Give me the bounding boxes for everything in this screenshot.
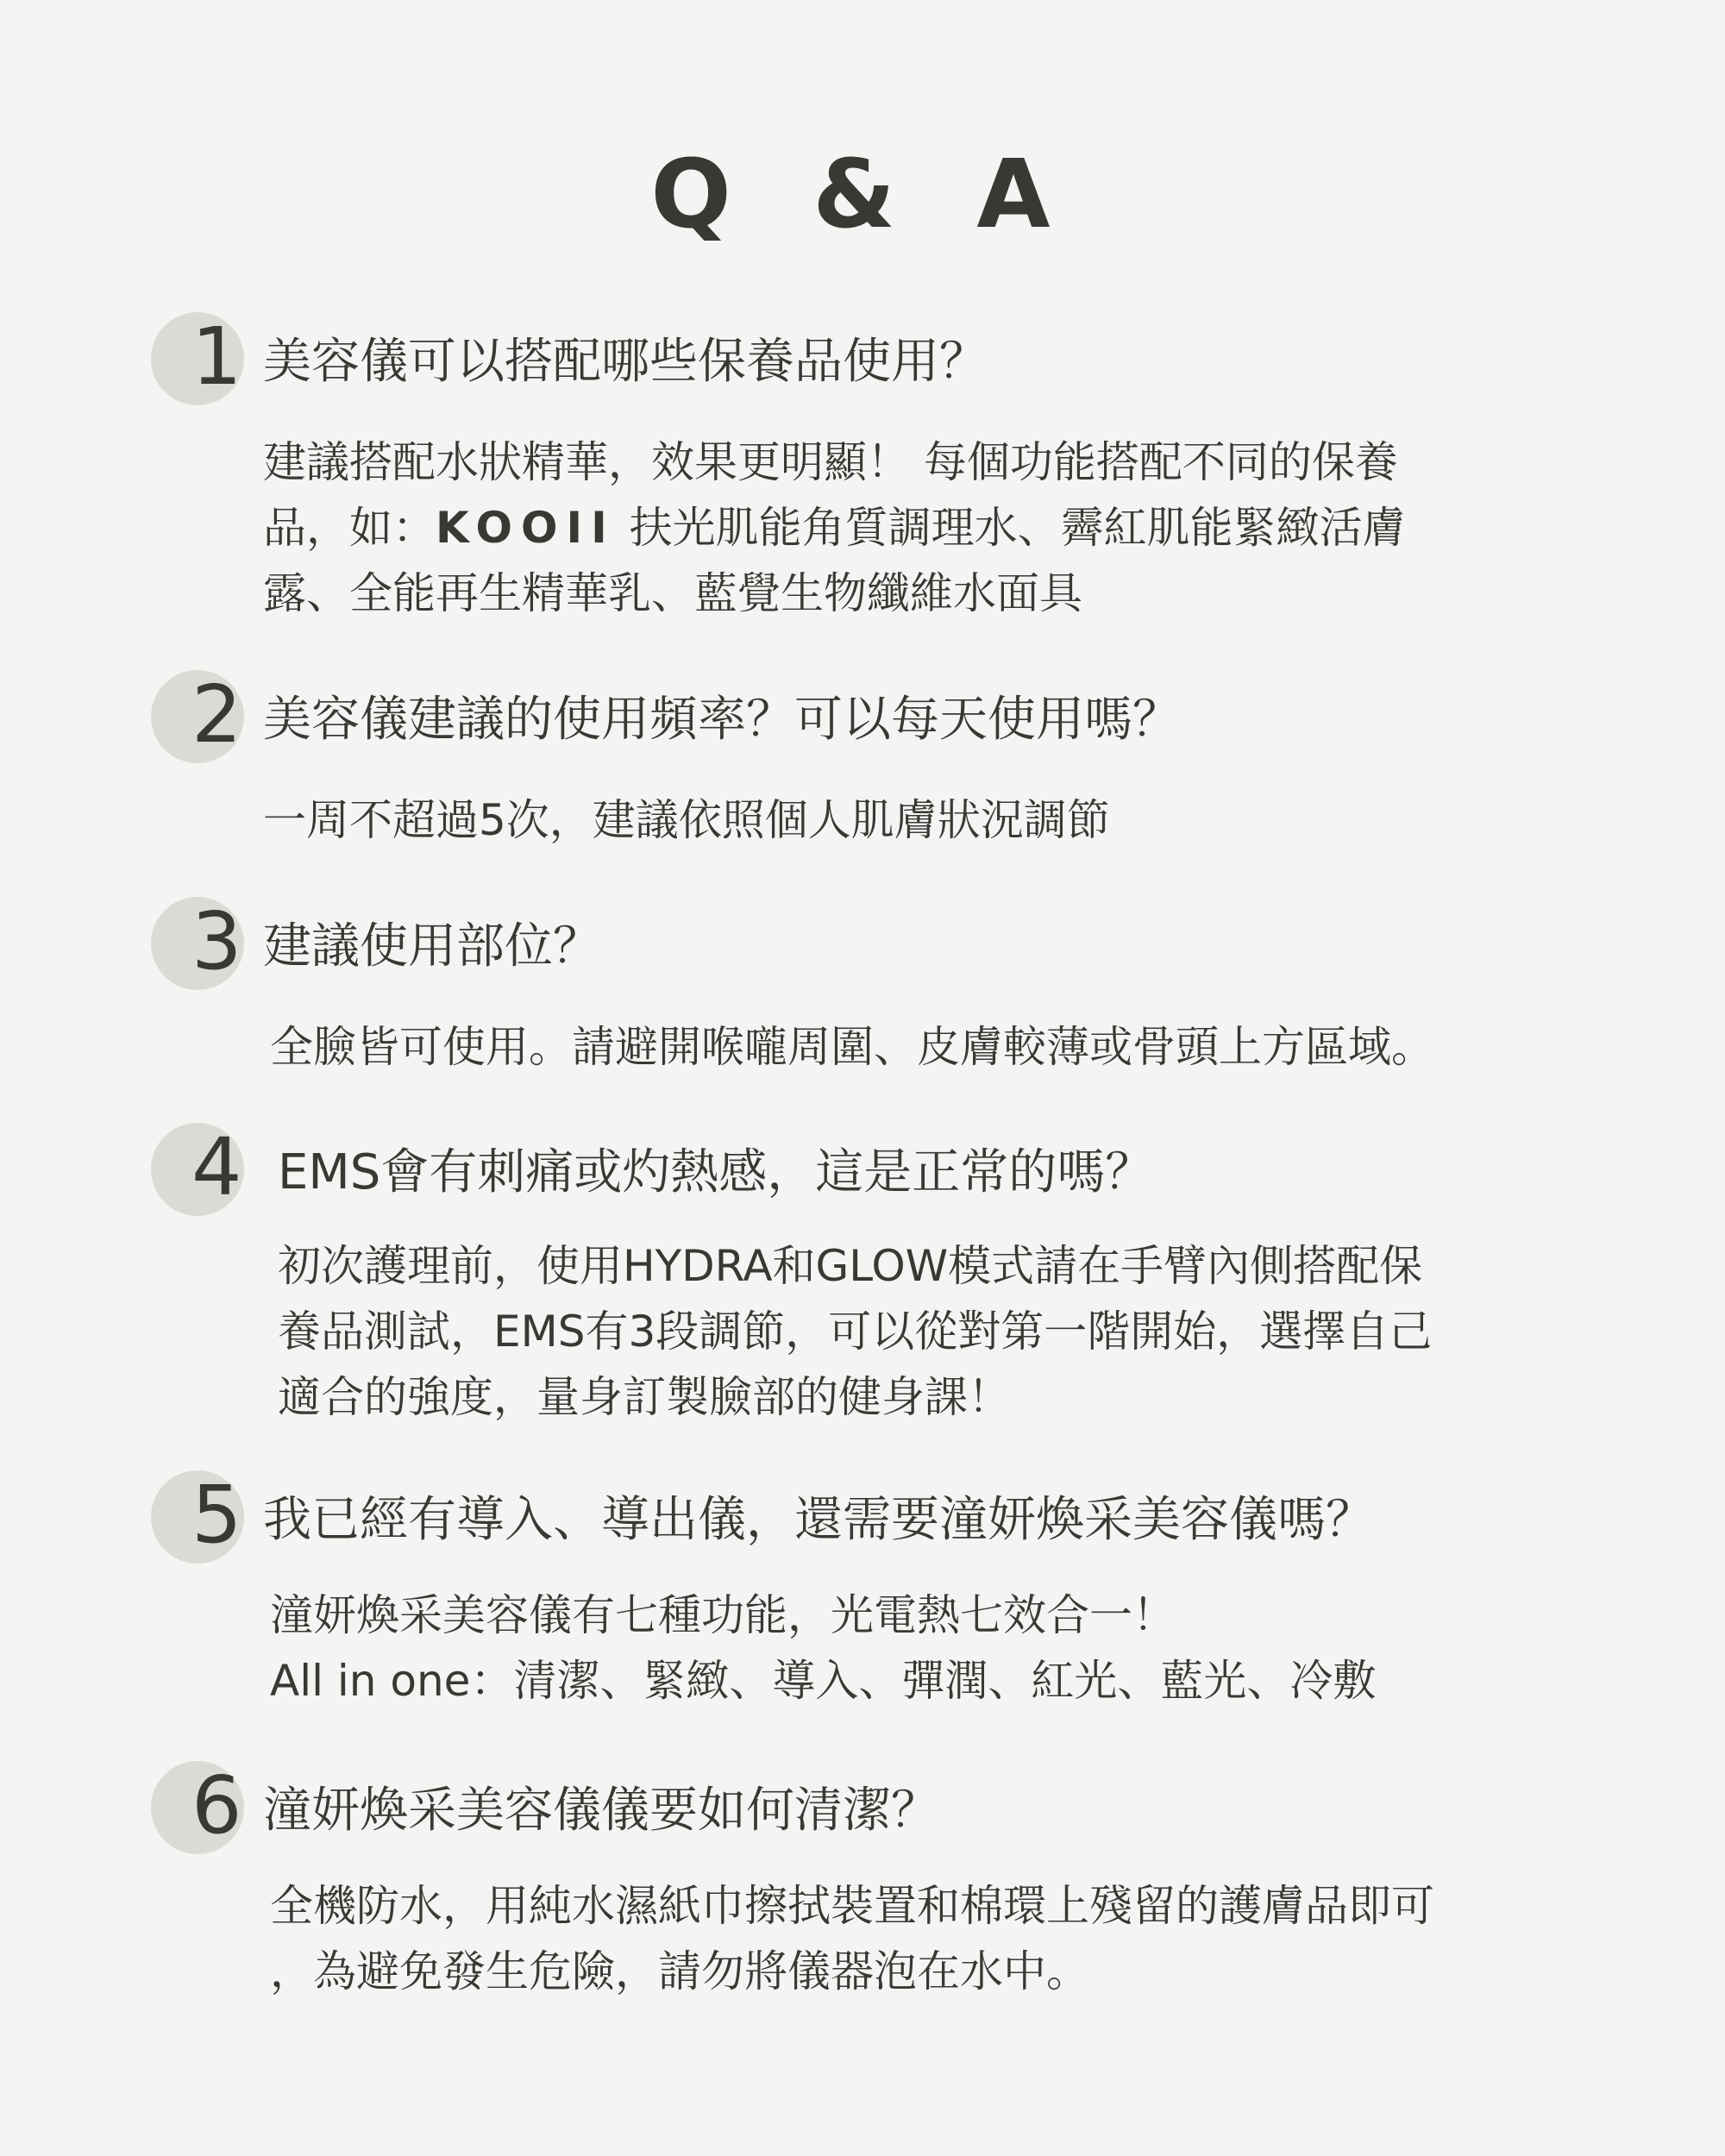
answer-line: 適合的強度，量身訂製臉部的健身課！ xyxy=(278,1372,1011,1422)
question-text: EMS會有刺痛或灼熱感，這是正常的嗎？ xyxy=(278,1144,1154,1200)
answer-text xyxy=(278,1233,1571,1430)
answer-text xyxy=(270,1583,1564,1714)
answer-line: 潼妍煥采美容儀有七種功能，光電熱七效合一！ xyxy=(270,1590,1176,1640)
item-number: 3 xyxy=(191,895,242,987)
question-text: 美容儀可以搭配哪些保養品使用？ xyxy=(263,334,988,390)
answer-text xyxy=(270,1873,1564,2004)
question-text: 建議使用部位？ xyxy=(263,918,601,975)
answer-line: 初次護理前，使用HYDRA和GLOW模式請在手臂內側搭配保 xyxy=(278,1241,1423,1291)
answer-line: 建議搭配水狀精華，效果更明顯！ 每個功能搭配不同的保養 xyxy=(263,437,1398,487)
brand-name: KOOII xyxy=(436,503,616,553)
item-number: 1 xyxy=(191,310,242,403)
page-title: Q & A xyxy=(650,139,1075,249)
answer-line: 全機防水，用純水濕紙巾擦拭裝置和棉環上殘留的護膚品即可 xyxy=(270,1881,1434,1931)
answer-text xyxy=(270,1014,1564,1080)
question-text: 我已經有導入、導出儀，還需要潼妍煥采美容儀嗎？ xyxy=(263,1492,1374,1548)
question-text: 潼妍煥采美容儀儀要如何清潔？ xyxy=(263,1783,939,1839)
answer-line-rest: 扶光肌能角質調理水、霽紅肌能緊緻活膚 xyxy=(629,503,1406,553)
answer-line: 全臉皆可使用。請避開喉嚨周圍、皮膚較薄或骨頭上方區域。 xyxy=(270,1022,1434,1072)
answer-line: All in one：清潔、緊緻、導入、彈潤、紅光、藍光、冷敷 xyxy=(270,1656,1377,1706)
answer-line: 養品測試，EMS有3段調節，可以從對第一階開始，選擇自己 xyxy=(278,1307,1433,1357)
item-number: 5 xyxy=(191,1469,242,1561)
answer-line: 一周不超過5次，建議依照個人肌膚狀況調節 xyxy=(263,795,1110,845)
answer-line: ，為避免發生危險，請勿將儀器泡在水中。 xyxy=(270,1946,1089,1996)
answer-text xyxy=(263,429,1557,626)
item-number: 2 xyxy=(191,668,242,761)
answer-text xyxy=(263,787,1557,853)
answer-line: 露、全能再生精華乳、藍覺生物纖維水面具 xyxy=(263,568,1082,618)
answer-line xyxy=(263,495,1557,561)
answer-prefix: 品，如： xyxy=(263,503,436,553)
question-text: 美容儀建議的使用頻率？可以每天使用嗎？ xyxy=(263,692,1181,748)
item-number: 4 xyxy=(191,1121,242,1213)
item-number: 6 xyxy=(191,1759,242,1852)
